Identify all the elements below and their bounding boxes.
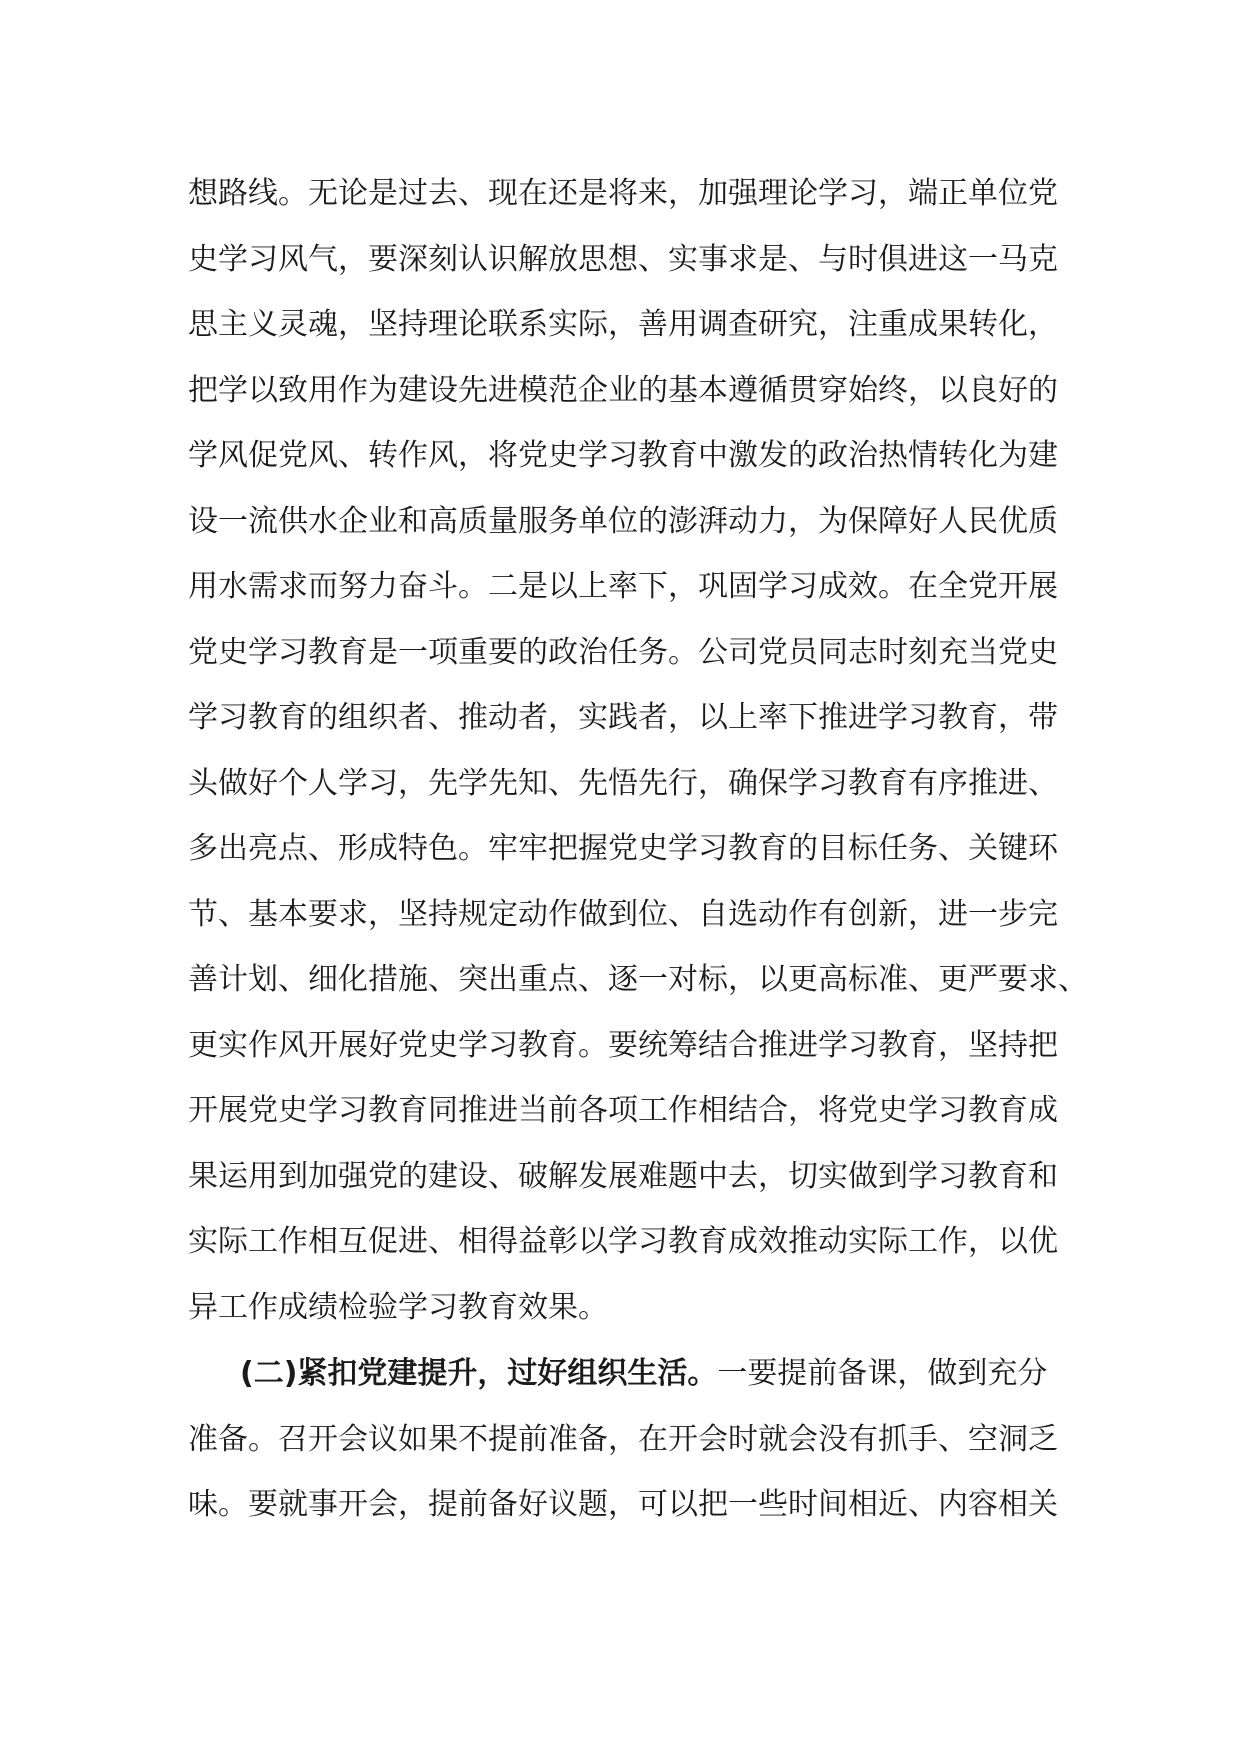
text-line: 果运用到加强党的建设、破解发展难题中去，切实做到学习教育和 xyxy=(188,1158,1058,1194)
text-line: 思主义灵魂，坚持理论联系实际，善用调查研究，注重成果转化， xyxy=(188,307,1058,342)
text-line: 设一流供水企业和高质量服务单位的澎湃动力，为保障好人民优质 xyxy=(188,503,1058,539)
section-first-line-text: 一要提前备课，做到充分 xyxy=(717,1356,1048,1391)
text-line: 准备。召开会议如果不提前准备，在开会时就会没有抓手、空洞乏 xyxy=(188,1421,1058,1457)
text-line: 开展党史学习教育同推进当前各项工作相结合，将党史学习教育成 xyxy=(188,1093,1058,1128)
text-line: 节、基本要求，坚持规定动作做到位、自选动作有创新，进一步完 xyxy=(188,896,1058,932)
text-line: 善计划、细化措施、突出重点、逐一对标，以更高标准、更严要求、 xyxy=(188,962,1088,997)
text-line: 异工作成绩检验学习教育效果。 xyxy=(188,1289,608,1325)
text-line: 党史学习教育是一项重要的政治任务。公司党员同志时刻充当党史 xyxy=(188,634,1058,670)
text-line: 味。要就事开会，提前备好议题，可以把一些时间相近、内容相关 xyxy=(188,1487,1058,1522)
section-first-line xyxy=(188,1352,1048,1418)
text-line: 实际工作相互促进、相得益彰以学习教育成效推动实际工作，以优 xyxy=(188,1224,1058,1259)
text-line: 多出亮点、形成特色。牢牢把握党史学习教育的目标任务、关键环 xyxy=(188,831,1058,866)
text-line: 学风促党风、转作风，将党史学习教育中激发的政治热情转化为建 xyxy=(188,438,1058,473)
section-heading: (二)紧扣党建提升，过好组织生活。 xyxy=(240,1356,718,1391)
text-line: 史学习风气，要深刻认识解放思想、实事求是、与时俱进这一马克 xyxy=(188,241,1058,277)
text-line: 把学以致用作为建设先进模范企业的基本遵循贯穿始终，以良好的 xyxy=(188,372,1058,408)
text-line: 头做好个人学习，先学先知、先悟先行，确保学习教育有序推进、 xyxy=(188,765,1058,801)
text-line: 学习教育的组织者、推动者，实践者，以上率下推进学习教育，带 xyxy=(188,700,1058,735)
text-line: 用水需求而努力奋斗。二是以上率下，巩固学习成效。在全党开展 xyxy=(188,569,1058,604)
text-line: 更实作风开展好党史学习教育。要统筹结合推进学习教育，坚持把 xyxy=(188,1027,1058,1063)
document-body xyxy=(188,172,1088,1549)
text-line: 想路线。无论是过去、现在还是将来，加强理论学习，端正单位党 xyxy=(188,176,1058,211)
